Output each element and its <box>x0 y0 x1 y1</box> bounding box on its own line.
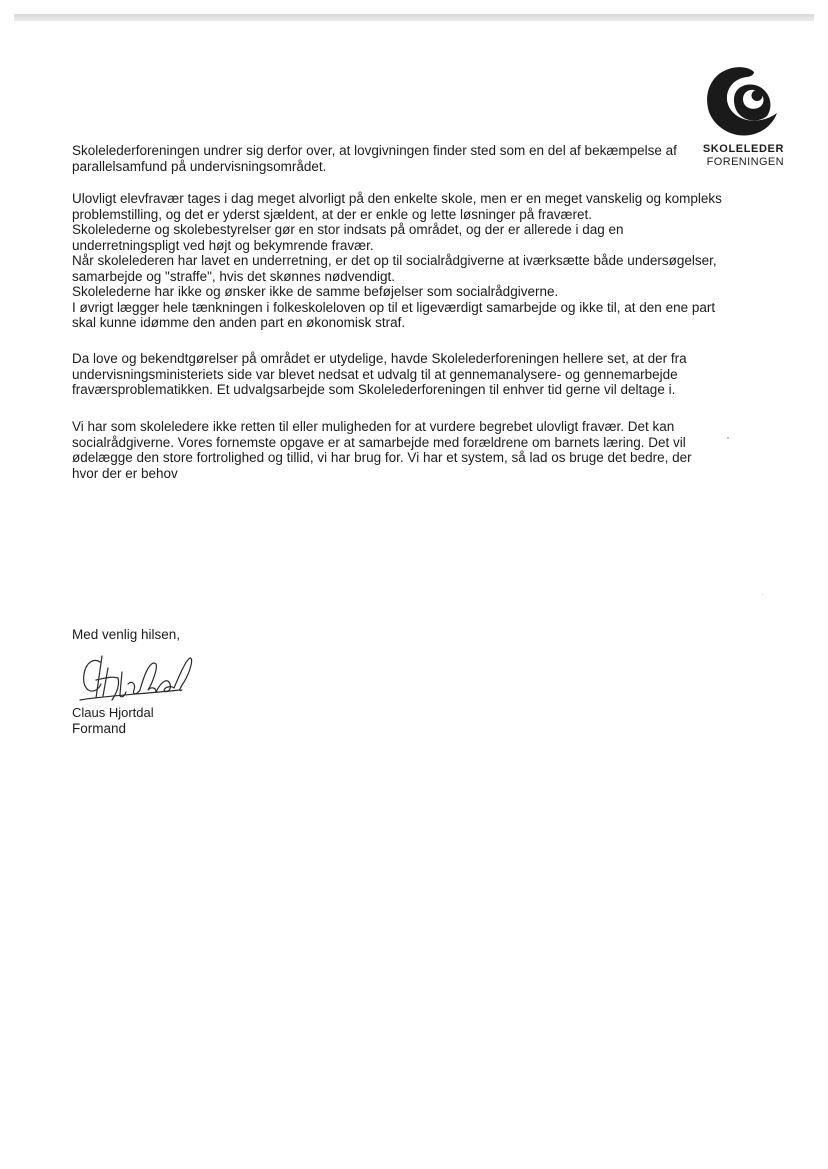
scan-edge-strip <box>14 14 814 21</box>
handwritten-signature <box>72 650 197 708</box>
paragraph-parallelsamfund <box>72 143 677 174</box>
logo-mark-icon <box>700 62 780 140</box>
text-line: parallelsamfund på undervisningsområdet. <box>72 158 327 174</box>
text-line: problemstilling, og det er yderst sjældent, at der er enkle og lette løsninger på fraværet. <box>72 206 593 222</box>
scan-speck <box>727 437 729 439</box>
text-line: Ulovligt elevfravær tages i dag meget alvorligt på den enkelte skole, men er en meget vanskelig og kompleks <box>72 191 722 206</box>
text-line: skal kunne idømme den anden part en økonomisk straf. <box>72 315 406 330</box>
text-line: hvor der er behov <box>72 465 178 481</box>
logo-text-line2: FORENINGEN <box>706 156 784 168</box>
closing-greeting: Med venlig hilsen, <box>72 627 181 642</box>
paragraph-love-og-bekendtgoerelser <box>72 351 687 398</box>
text-line: Når skolelederen har lavet en underretning, er det op til socialrådgiverne at iværksætte både undersøgelser, <box>72 253 717 268</box>
paragraph-elevfravaer <box>72 191 722 331</box>
text-line: undervisningsministeriets side var blevet nedsat et udvalg til at gennemanalysere- og gennemarbejde <box>72 366 678 382</box>
signer-name: Claus Hjortdal <box>72 705 154 720</box>
text-line: Skolelederne og skolebestyrelser gør en stor indsats på området, og der er allerede i dag en <box>72 222 624 237</box>
text-line: I øvrigt lægger hele tænkningen i folkeskoleloven op til et ligeværdigt samarbejde og ikke til, at den ene part <box>72 299 716 315</box>
scan-speck <box>762 594 763 595</box>
text-line: fraværsproblematikken. Et udvalgsarbejde som Skolelederforeningen til enhver tid gerne vil deltage i. <box>72 382 676 397</box>
signer-title: Formand <box>72 721 127 736</box>
text-line: Skolelederforeningen undrer sig derfor over, at lovgivningen finder sted som en del af bekæmpelse af <box>72 143 677 158</box>
text-line: Da love og bekendtgørelser på området er utydelige, havde Skolelederforeningen hellere set, at der fra <box>72 351 687 366</box>
text-line: Vi har som skoleledere ikke retten til eller muligheden for at vurdere begrebet ulovligt fravær. Det kan <box>72 419 675 434</box>
logo-text-line1: SKOLELEDER <box>702 143 784 155</box>
skolelederforeningen-logo <box>696 62 792 170</box>
text-line: Skolelederne har ikke og ønsker ikke de samme beføjelser som socialrådgiverne. <box>72 284 559 299</box>
text-line: socialrådgiverne. Vores fornemste opgave er at samarbejde med forældrene om barnets læring. Det vil <box>72 434 686 450</box>
text-line: underretningspligt ved højt og bekymrende fravær. <box>72 237 374 253</box>
text-line: samarbejde og "straffe", hvis det skønnes nødvendigt. <box>72 268 396 284</box>
text-line: ødelægge den store fortrolighed og tillid, vi har brug for. Vi har et system, så lad os bruge det bedre, der <box>72 450 692 465</box>
paragraph-skoleledere-rolle <box>72 419 692 481</box>
